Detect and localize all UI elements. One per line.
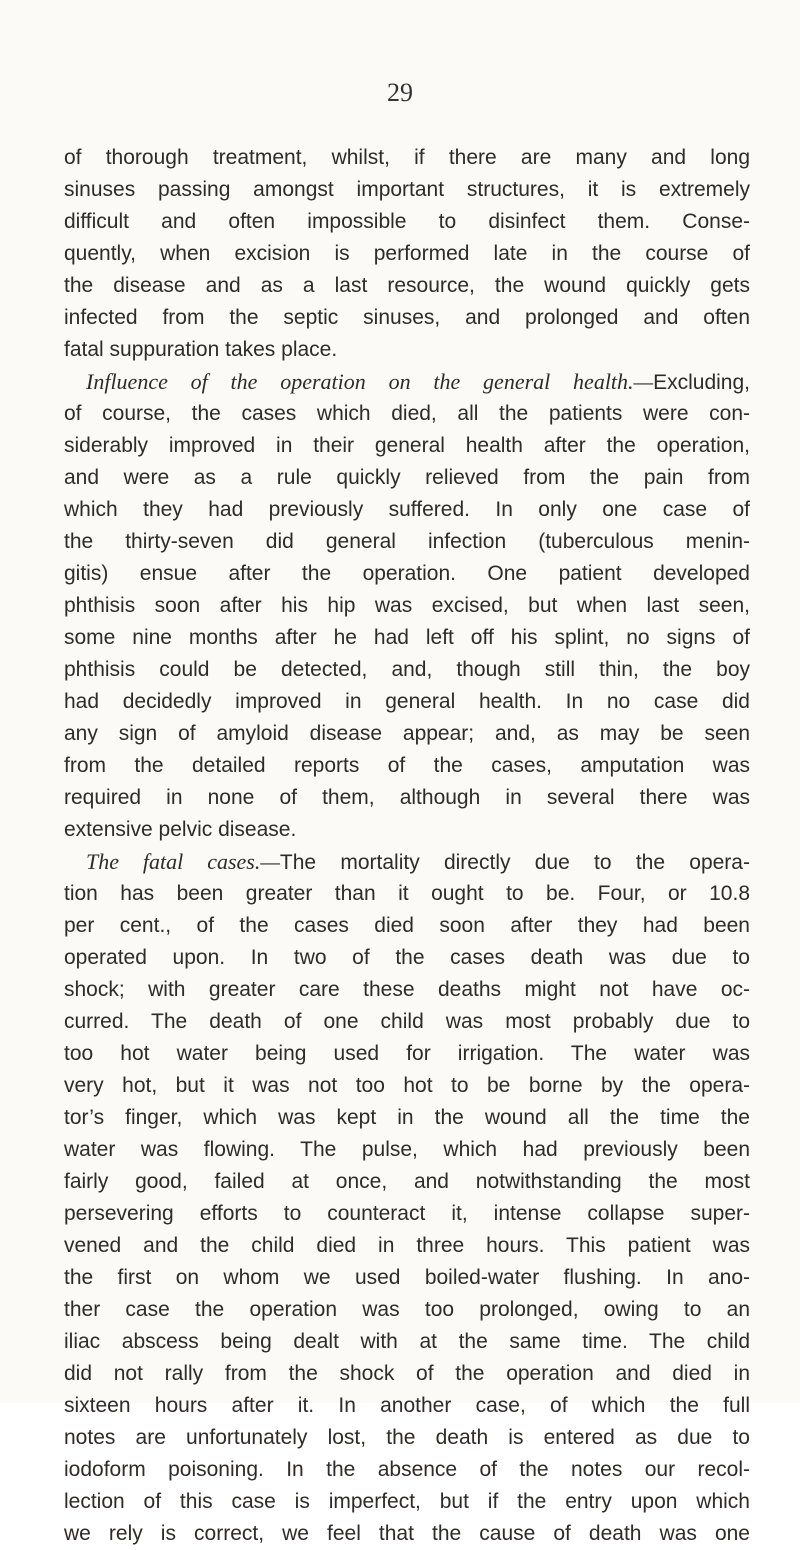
text-line xyxy=(64,526,750,558)
line-text: we rely is correct, we feel that the cause of death was one xyxy=(64,1522,750,1545)
line-text: operated upon. In two of the cases death was due to xyxy=(64,946,750,969)
text-line xyxy=(64,1038,750,1070)
line-text: infected from the septic sinuses, and prolonged and often xyxy=(64,306,750,329)
line-text: from the detailed reports of the cases, amputation was xyxy=(64,754,750,777)
text-line xyxy=(64,1390,750,1422)
section-heading: The fatal cases.— xyxy=(86,849,280,874)
text-line xyxy=(64,1358,750,1390)
line-text: sixteen hours after it. In another case, of which the full xyxy=(64,1394,750,1417)
line-text: tion has been greater than it ought to be. Four, or 10.8 xyxy=(64,882,750,905)
line-text: lection of this case is imperfect, but if the entry upon which xyxy=(64,1490,750,1513)
line-text: The mortality directly due to the opera- xyxy=(279,851,750,874)
text-line xyxy=(64,270,750,302)
text-line xyxy=(64,142,750,174)
text-line xyxy=(64,686,750,718)
line-text: extensive pelvic disease. xyxy=(64,818,297,841)
text-line xyxy=(64,462,750,494)
text-line xyxy=(64,942,750,974)
line-text: did not rally from the shock of the operation and died in xyxy=(64,1362,750,1385)
text-line xyxy=(64,750,750,782)
text-line xyxy=(64,238,750,270)
text-line xyxy=(64,302,750,334)
line-text: difficult and often impossible to disinfect them. Conse- xyxy=(64,210,750,233)
text-line xyxy=(64,174,750,206)
text-line xyxy=(64,910,750,942)
line-text: required in none of them, although in several there was xyxy=(64,786,750,809)
line-text: per cent., of the cases died soon after they had been xyxy=(64,914,750,937)
line-text: had decidedly improved in general health. In no case did xyxy=(64,690,750,713)
text-line xyxy=(64,1134,750,1166)
body-text xyxy=(64,142,750,1550)
text-line xyxy=(64,1198,750,1230)
text-line xyxy=(64,1518,750,1550)
text-line xyxy=(64,878,750,910)
line-text: siderably improved in their general health after the operation, xyxy=(64,434,750,457)
line-text: tor’s finger, which was kept in the wound all the time the xyxy=(64,1106,750,1129)
line-text: persevering efforts to counteract it, intense collapse super- xyxy=(64,1202,750,1225)
text-line xyxy=(64,494,750,526)
text-line xyxy=(64,814,750,846)
text-line xyxy=(64,206,750,238)
text-line xyxy=(64,782,750,814)
page-number: 29 xyxy=(387,78,413,107)
text-line xyxy=(64,1326,750,1358)
text-line xyxy=(64,430,750,462)
text-line xyxy=(64,1166,750,1198)
line-text: any sign of amyloid disease appear; and, as may be seen xyxy=(64,722,750,745)
text-line xyxy=(64,846,750,878)
text-line xyxy=(64,366,750,398)
line-text: notes are unfortunately lost, the death is entered as due to xyxy=(64,1426,750,1449)
line-text: vened and the child died in three hours. This patient was xyxy=(64,1234,750,1257)
line-text: ther case the operation was too prolonged, owing to an xyxy=(64,1298,750,1321)
line-text: the first on whom we used boiled-water flushing. In ano- xyxy=(64,1266,750,1289)
text-line xyxy=(64,558,750,590)
text-line xyxy=(64,1486,750,1518)
text-line xyxy=(64,1294,750,1326)
text-line xyxy=(64,1262,750,1294)
line-text: too hot water being used for irrigation. The water was xyxy=(64,1042,750,1065)
line-text: iliac abscess being dealt with at the same time. The child xyxy=(64,1330,750,1353)
line-text: gitis) ensue after the operation. One patient developed xyxy=(64,562,750,585)
text-line xyxy=(64,974,750,1006)
line-text: the thirty-seven did general infection (tuberculous menin- xyxy=(64,530,750,553)
text-line xyxy=(64,1454,750,1486)
text-line xyxy=(64,1006,750,1038)
line-text: water was flowing. The pulse, which had previously been xyxy=(64,1138,750,1161)
text-line xyxy=(64,590,750,622)
line-text: phthisis could be detected, and, though still thin, the boy xyxy=(64,658,750,681)
line-text: shock; with greater care these deaths might not have oc- xyxy=(64,978,750,1001)
text-line xyxy=(64,622,750,654)
text-line xyxy=(64,398,750,430)
text-line xyxy=(64,718,750,750)
text-line xyxy=(64,1422,750,1454)
line-text: fatal suppuration takes place. xyxy=(64,338,338,361)
line-text: fairly good, failed at once, and notwithstanding the most xyxy=(64,1170,750,1193)
line-text: Excluding, xyxy=(653,371,750,394)
text-line xyxy=(64,1230,750,1262)
line-text: which they had previously suffered. In only one case of xyxy=(64,498,750,521)
line-text: of thorough treatment, whilst, if there are many and long xyxy=(64,146,750,169)
line-text: iodoform poisoning. In the absence of the notes our recol- xyxy=(64,1458,750,1481)
text-line xyxy=(64,1102,750,1134)
text-line xyxy=(64,654,750,686)
text-line xyxy=(64,1070,750,1102)
line-text: and were as a rule quickly relieved from the pain from xyxy=(64,466,750,489)
line-text: of course, the cases which died, all the patients were con- xyxy=(64,402,750,425)
line-text: sinuses passing amongst important structures, it is extremely xyxy=(64,178,750,201)
section-heading: Influence of the operation on the general health.— xyxy=(86,369,654,394)
text-line xyxy=(64,334,750,366)
line-text: the disease and as a last resource, the wound quickly gets xyxy=(64,274,750,297)
line-text: very hot, but it was not too hot to be borne by the opera- xyxy=(64,1074,750,1097)
line-text: some nine months after he had left off his splint, no signs of xyxy=(64,626,750,649)
line-text: curred. The death of one child was most probably due to xyxy=(64,1010,750,1033)
line-text: phthisis soon after his hip was excised, but when last seen, xyxy=(64,594,750,617)
line-text: quently, when excision is performed late in the course of xyxy=(64,242,750,265)
